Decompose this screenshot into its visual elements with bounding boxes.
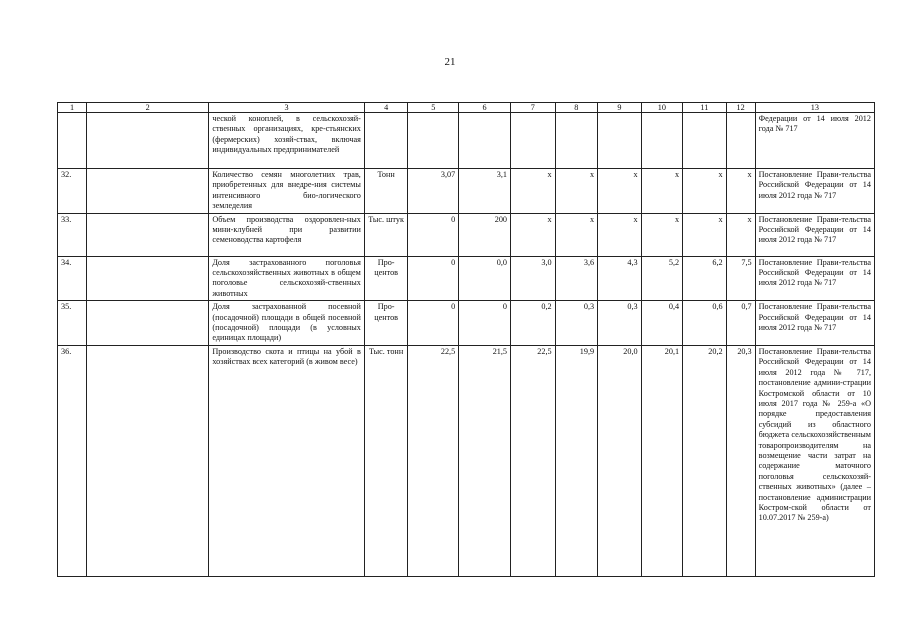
value-cell: 3,0: [511, 256, 556, 301]
column-header: 4: [364, 103, 408, 113]
value-cell: х: [511, 169, 556, 214]
legal-basis: Постановление Прави-тельства Российской Федерации от 14 июля 2012 года № 717: [755, 301, 874, 346]
legal-basis: Федерации от 14 июля 2012 года № 717: [755, 113, 874, 169]
value-cell: 22,5: [511, 345, 556, 576]
row-col2: [87, 345, 209, 576]
value-cell: [598, 113, 642, 169]
indicator-name: Производство скота и птицы на убой в хозяйствах всех категорий (в живом весе): [209, 345, 365, 576]
value-cell: 5,2: [641, 256, 682, 301]
column-header: 6: [459, 103, 511, 113]
row-col2: [87, 213, 209, 256]
row-number: 34.: [58, 256, 87, 301]
value-cell: 0: [408, 256, 459, 301]
unit: Тыс. тонн: [364, 345, 408, 576]
column-header: 12: [726, 103, 755, 113]
column-header: 2: [87, 103, 209, 113]
value-cell: 3,6: [555, 256, 598, 301]
value-cell: 19,9: [555, 345, 598, 576]
column-header: 1: [58, 103, 87, 113]
value-cell: 20,1: [641, 345, 682, 576]
column-number-row: [58, 103, 875, 113]
value-cell: 0,4: [641, 301, 682, 346]
unit: [364, 113, 408, 169]
table-row: [58, 169, 875, 214]
indicator-name: ческой коноплей, в сельскохозяй-ственных организациях, кре-стьянских (фермерских) хозяй-ствах, включая индивидуальных предпринимателей: [209, 113, 365, 169]
value-cell: [459, 113, 511, 169]
column-header: 13: [755, 103, 874, 113]
table-row: [58, 213, 875, 256]
legal-basis: Постановление Прави-тельства Российской Федерации от 14 июля 2012 года № 717: [755, 213, 874, 256]
value-cell: 21,5: [459, 345, 511, 576]
legal-basis: Постановление Прави-тельства Российской Федерации от 14 июля 2012 года № 717: [755, 256, 874, 301]
legal-basis: Постановление Прави-тельства Российской Федерации от 14 июля 2012 года № 717: [755, 169, 874, 214]
unit: Тыс. штук: [364, 213, 408, 256]
unit: Тонн: [364, 169, 408, 214]
value-cell: х: [598, 213, 642, 256]
table-row: [58, 256, 875, 301]
value-cell: 0,3: [598, 301, 642, 346]
value-cell: [726, 113, 755, 169]
value-cell: 0: [408, 213, 459, 256]
value-cell: 22,5: [408, 345, 459, 576]
indicator-name: Объем производства оздоровлен-ных мини-клубней при развитии семеноводства картофеля: [209, 213, 365, 256]
column-header: 7: [511, 103, 556, 113]
row-number: 36.: [58, 345, 87, 576]
value-cell: 20,3: [726, 345, 755, 576]
value-cell: 4,3: [598, 256, 642, 301]
column-header: 10: [641, 103, 682, 113]
value-cell: 3,1: [459, 169, 511, 214]
program-indicators-table: [57, 102, 875, 577]
indicator-name: Доля застрахованного поголовья сельскохозяйственных животных в общем поголовье сельскохозяй-ственных животных: [209, 256, 365, 301]
value-cell: х: [726, 169, 755, 214]
column-header: 9: [598, 103, 642, 113]
value-cell: х: [598, 169, 642, 214]
value-cell: 0: [459, 301, 511, 346]
indicator-name: Количество семян многолетних трав, приобретенных для внедре-ния системы интенсивного био-логического земледелия: [209, 169, 365, 214]
value-cell: х: [555, 169, 598, 214]
unit: Про-центов: [364, 301, 408, 346]
row-number: 33.: [58, 213, 87, 256]
value-cell: 0,0: [459, 256, 511, 301]
value-cell: 20,0: [598, 345, 642, 576]
column-header: 5: [408, 103, 459, 113]
table-row: [58, 113, 875, 169]
value-cell: 0,2: [511, 301, 556, 346]
value-cell: 0,6: [683, 301, 727, 346]
row-number: 32.: [58, 169, 87, 214]
value-cell: х: [641, 169, 682, 214]
table-row: [58, 301, 875, 346]
value-cell: х: [683, 213, 727, 256]
row-number: [58, 113, 87, 169]
value-cell: 0: [408, 301, 459, 346]
value-cell: 0,3: [555, 301, 598, 346]
table-row: [58, 345, 875, 576]
indicator-name: Доля застрахованной посевной (посадочной) площади в общей посевной (посадочной) площади (в условных единицах площади): [209, 301, 365, 346]
row-col2: [87, 169, 209, 214]
column-header: 8: [555, 103, 598, 113]
value-cell: х: [726, 213, 755, 256]
row-col2: [87, 113, 209, 169]
value-cell: [683, 113, 727, 169]
legal-basis: Постановление Прави-тельства Российской Федерации от 14 июля 2012 года № 717, постановление админи-страции Костромской области от 10 июля 2017 года № 259-а «О порядке предоставления субсидий из областного бюджета сельскохозяйственным товаропроизводителям на возмещение части затрат на содержание маточного поголовья сельскохозяй-ственных животных» (далее – постановление администрации Костром-ской области от 10.07.2017 № 259-а): [755, 345, 874, 576]
value-cell: х: [641, 213, 682, 256]
page-number: 21: [444, 56, 456, 68]
value-cell: 0,7: [726, 301, 755, 346]
value-cell: х: [511, 213, 556, 256]
value-cell: [511, 113, 556, 169]
column-header: 11: [683, 103, 727, 113]
value-cell: [555, 113, 598, 169]
value-cell: 6,2: [683, 256, 727, 301]
value-cell: 3,07: [408, 169, 459, 214]
value-cell: [641, 113, 682, 169]
value-cell: [408, 113, 459, 169]
row-col2: [87, 256, 209, 301]
value-cell: х: [683, 169, 727, 214]
value-cell: 20,2: [683, 345, 727, 576]
value-cell: 200: [459, 213, 511, 256]
row-number: 35.: [58, 301, 87, 346]
unit: Про-центов: [364, 256, 408, 301]
value-cell: х: [555, 213, 598, 256]
column-header: 3: [209, 103, 365, 113]
row-col2: [87, 301, 209, 346]
value-cell: 7,5: [726, 256, 755, 301]
